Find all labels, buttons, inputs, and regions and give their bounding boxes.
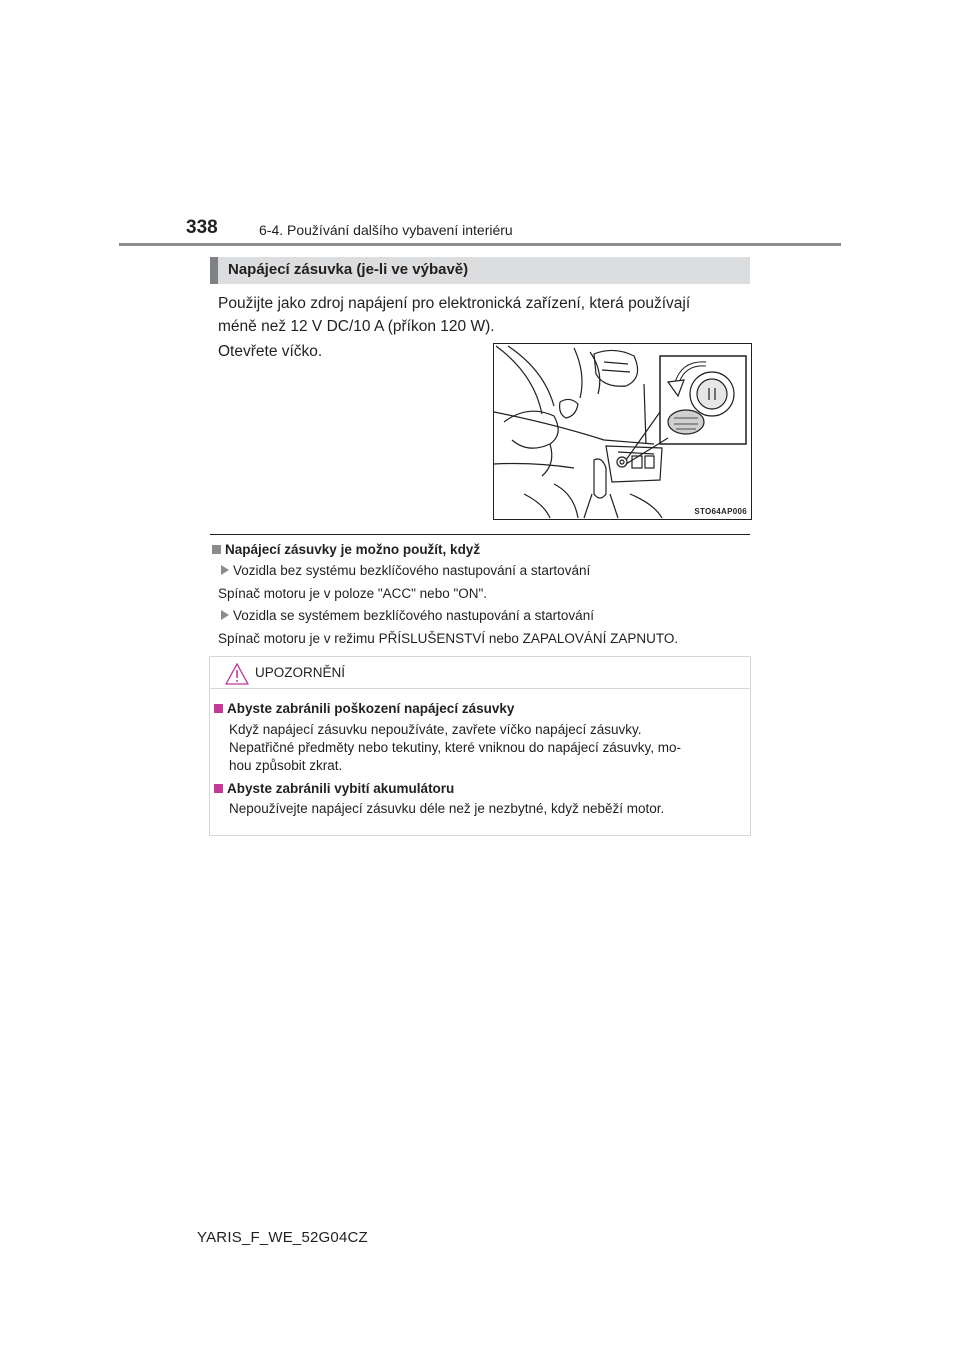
dashboard-drawing bbox=[494, 344, 751, 519]
usage-text-2: Spínač motoru je v režimu PŘÍSLUŠENSTVÍ nebo ZAPALOVÁNÍ ZAPNUTO. bbox=[218, 631, 679, 646]
intro-line-2: méně než 12 V DC/10 A (příkon 120 W). bbox=[218, 318, 495, 335]
intro-paragraph bbox=[218, 292, 748, 338]
header-rule bbox=[119, 243, 841, 246]
square-bullet-icon bbox=[212, 545, 221, 554]
section-title: Napájecí zásuvka (je-li ve výbavě) bbox=[228, 261, 469, 278]
warning-label: UPOZORNĚNÍ bbox=[255, 665, 346, 680]
section-heading-bar bbox=[210, 257, 750, 284]
step-text: Otevřete víčko. bbox=[218, 343, 323, 360]
usage-heading: Napájecí zásuvky je možno použít, když bbox=[212, 542, 480, 557]
separator-rule bbox=[210, 534, 750, 535]
page-number: 338 bbox=[186, 217, 218, 238]
intro-line-1: Použijte jako zdroj napájení pro elektronická zařízení, která používají bbox=[218, 295, 691, 312]
usage-bullet-2: Vozidla se systémem bezklíčového nastupování a startování bbox=[221, 608, 594, 623]
warning-triangle-icon bbox=[225, 663, 249, 685]
square-bullet-icon bbox=[214, 784, 223, 793]
figure-code: STO64AP006 bbox=[694, 507, 747, 516]
power-outlet-illustration bbox=[493, 343, 752, 520]
warning-item-1-text: Když napájecí zásuvku nepoužíváte, zavřete víčko napájecí zásuvky. Nepatřičné předměty nebo tekutiny, které vniknou do napájecí zásuvky, mo- hou způsobit zkrat. bbox=[229, 722, 681, 773]
section-accent bbox=[210, 257, 218, 284]
warning-box bbox=[209, 656, 751, 836]
warning-item-1-heading: Abyste zabránili poškození napájecí zásuvky bbox=[214, 701, 514, 716]
usage-bullet-1: Vozidla bez systému bezklíčového nastupování a startování bbox=[221, 563, 590, 578]
document-code: YARIS_F_WE_52G04CZ bbox=[197, 1229, 368, 1246]
warning-item-2-text: Nepoužívejte napájecí zásuvku déle než je nezbytné, když neběží motor. bbox=[229, 801, 665, 816]
triangle-bullet-icon bbox=[221, 610, 229, 620]
chapter-title: 6-4. Používání dalšího vybavení interiéru bbox=[259, 222, 513, 238]
square-bullet-icon bbox=[214, 704, 223, 713]
triangle-bullet-icon bbox=[221, 565, 229, 575]
warning-divider bbox=[210, 688, 750, 689]
usage-text-1: Spínač motoru je v poloze "ACC" nebo "ON". bbox=[218, 586, 488, 601]
warning-item-2-heading: Abyste zabránili vybití akumulátoru bbox=[214, 781, 454, 796]
